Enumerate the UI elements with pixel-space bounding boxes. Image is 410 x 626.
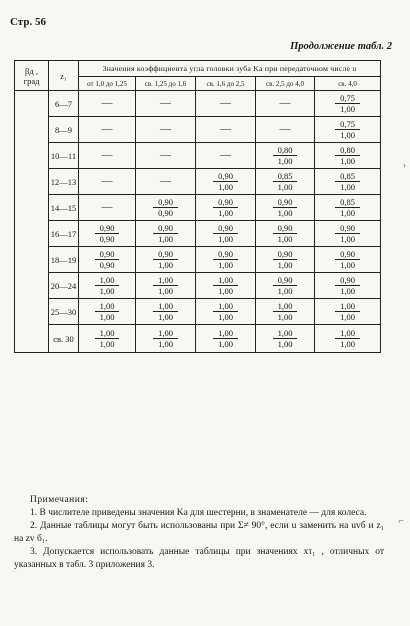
numerator: 0,90 [218, 171, 233, 181]
value-cell [79, 169, 136, 195]
value-cell [79, 117, 136, 143]
numerator: 1,00 [218, 328, 233, 338]
denominator: 1,00 [273, 155, 298, 166]
denominator: 1,00 [335, 259, 360, 270]
denominator: 0,90 [95, 259, 120, 270]
margin-tick: › [403, 160, 406, 170]
coefficient-fraction [95, 223, 120, 244]
value-cell [136, 299, 196, 325]
denominator: 1,00 [153, 259, 178, 270]
denominator: 1,00 [335, 233, 360, 244]
range-header-4: св. 2,5 до 4,0 [256, 77, 315, 91]
denominator: 1,00 [273, 338, 298, 349]
denominator: 1,00 [335, 181, 360, 192]
numerator: 0,90 [277, 275, 293, 285]
value-cell [136, 143, 196, 169]
value-cell [79, 221, 136, 247]
coefficient-fraction [95, 249, 120, 270]
z-header: z₁ [49, 61, 79, 91]
value-cell [196, 169, 256, 195]
coefficient-fraction [153, 249, 178, 270]
table-row [15, 169, 381, 195]
numerator: 0,85 [340, 171, 355, 181]
denominator: 1,00 [335, 285, 360, 296]
value-cell [79, 91, 136, 117]
numerator: 1,00 [99, 301, 115, 311]
value-cell [79, 273, 136, 299]
value-cell [256, 117, 315, 143]
coefficient-fraction [213, 275, 238, 296]
z-range-cell: 6—7 [49, 91, 79, 117]
value-cell [196, 299, 256, 325]
value-cell [256, 299, 315, 325]
denominator: 1,00 [335, 311, 360, 322]
value-cell [256, 143, 315, 169]
table-row [15, 91, 381, 117]
beta-unit: град [23, 75, 40, 86]
value-cell [196, 221, 256, 247]
denominator: 1,00 [335, 338, 360, 349]
value-cell [136, 325, 196, 353]
numerator: 0,90 [99, 223, 115, 233]
coefficient-fraction [153, 275, 178, 296]
margin-mark: ⌐ [398, 516, 404, 527]
numerator: 0,90 [277, 249, 293, 259]
numerator: 0,90 [158, 249, 173, 259]
empty-dash: — [160, 97, 171, 109]
numerator: 0,75 [340, 93, 355, 103]
coefficient-fraction [153, 223, 178, 244]
value-cell [196, 247, 256, 273]
coefficient-fraction [273, 249, 298, 270]
denominator: 1,00 [335, 103, 360, 114]
value-cell [136, 195, 196, 221]
value-cell [136, 169, 196, 195]
coefficient-fraction [95, 275, 120, 296]
value-cell [136, 91, 196, 117]
numerator: 0,80 [277, 145, 293, 155]
numerator: 0,90 [340, 223, 355, 233]
empty-dash: — [160, 149, 171, 161]
empty-dash: — [279, 123, 291, 135]
coefficient-fraction [335, 328, 360, 349]
value-cell [136, 273, 196, 299]
denominator: 1,00 [213, 338, 238, 349]
coefficient-fraction [213, 249, 238, 270]
empty-dash: — [220, 123, 231, 135]
z-range-cell: 16—17 [49, 221, 79, 247]
value-cell [196, 143, 256, 169]
coefficient-fraction [273, 328, 298, 349]
numerator: 1,00 [99, 328, 115, 338]
coefficient-fraction [153, 197, 178, 218]
value-cell [315, 143, 381, 169]
numerator: 1,00 [218, 275, 233, 285]
numerator: 0,90 [277, 197, 293, 207]
denominator: 1,00 [273, 259, 298, 270]
numerator: 0,80 [340, 145, 355, 155]
numerator: 0,85 [277, 171, 293, 181]
value-cell [256, 221, 315, 247]
value-cell [79, 195, 136, 221]
numerator: 1,00 [158, 275, 173, 285]
numerator: 1,00 [158, 301, 173, 311]
table-row [15, 273, 381, 299]
coefficient-fraction [95, 301, 120, 322]
numerator: 1,00 [340, 328, 355, 338]
empty-dash: — [220, 97, 231, 109]
numerator: 0,90 [218, 223, 233, 233]
value-cell [136, 221, 196, 247]
value-cell [256, 169, 315, 195]
z-range-cell: 18—19 [49, 247, 79, 273]
numerator: 1,00 [277, 301, 293, 311]
numerator: 0,85 [340, 197, 355, 207]
value-cell [315, 325, 381, 353]
notes-section [14, 494, 384, 572]
table-row [15, 143, 381, 169]
table-row [15, 117, 381, 143]
coefficient-fraction [213, 197, 238, 218]
denominator: 1,00 [153, 338, 178, 349]
coefficient-fraction [213, 171, 238, 192]
numerator: 0,90 [218, 197, 233, 207]
z-range-cell: 25—30 [49, 299, 79, 325]
value-cell [315, 117, 381, 143]
beta-label: βд , [25, 65, 38, 76]
denominator: 1,00 [335, 155, 360, 166]
empty-dash: — [101, 123, 113, 135]
range-header-2: св. 1,25 до 1,6 [136, 77, 196, 91]
empty-dash: — [101, 97, 113, 109]
value-cell [136, 247, 196, 273]
denominator: 1,00 [213, 259, 238, 270]
empty-dash: — [160, 175, 171, 187]
value-cell [256, 195, 315, 221]
range-header-5: св. 4,0 [315, 77, 381, 91]
value-cell [196, 273, 256, 299]
value-cell [196, 325, 256, 353]
numerator: 0,90 [340, 275, 355, 285]
denominator: 1,00 [273, 233, 298, 244]
coefficient-fraction [153, 328, 178, 349]
value-cell [196, 117, 256, 143]
coefficient-fraction [95, 328, 120, 349]
denominator: 1,00 [153, 285, 178, 296]
coefficient-fraction [153, 301, 178, 322]
numerator: 1,00 [218, 301, 233, 311]
value-cell [79, 247, 136, 273]
range-header-1: от 1,0 до 1,25 [79, 77, 136, 91]
note-item: 2. Данные таблицы могут быть использованы при Σ≠ 90°, если u заменить на uvб и z₁ на zv б₁. [14, 521, 384, 544]
value-cell [79, 299, 136, 325]
denominator: 1,00 [213, 233, 238, 244]
z-range-cell: 14—15 [49, 195, 79, 221]
denominator: 1,00 [213, 285, 238, 296]
range-header-3: св. 1,6 до 2,5 [196, 77, 256, 91]
coefficient-fraction [213, 301, 238, 322]
denominator: 1,00 [95, 285, 120, 296]
note-item: 3. Допускается использовать данные таблицы при значениях xτ₁ , отличных от указанных в табл. 3 приложения 3. [14, 547, 384, 570]
empty-dash: — [101, 149, 113, 161]
coefficient-fraction [273, 275, 298, 296]
coefficient-fraction [335, 145, 360, 166]
value-cell [256, 273, 315, 299]
coefficient-fraction [273, 145, 298, 166]
value-cell [315, 195, 381, 221]
value-cell [315, 91, 381, 117]
table-row [15, 221, 381, 247]
value-cell [79, 143, 136, 169]
denominator: 1,00 [213, 181, 238, 192]
numerator: 0,90 [99, 249, 115, 259]
value-cell [196, 91, 256, 117]
coefficient-fraction [273, 301, 298, 322]
numerator: 1,00 [158, 328, 173, 338]
numerator: 0,75 [340, 119, 355, 129]
coefficient-fraction [273, 223, 298, 244]
page-number: Стр. 56 [10, 16, 46, 28]
value-cell [196, 195, 256, 221]
denominator: 1,00 [273, 207, 298, 218]
z-range-cell: св. 30 [49, 325, 79, 353]
coefficient-fraction [273, 171, 298, 192]
coefficient-fraction [335, 197, 360, 218]
table-continuation-label: Продолжение табл. 2 [290, 41, 392, 52]
empty-dash: — [101, 201, 113, 213]
denominator: 0,90 [95, 233, 120, 244]
denominator: 1,00 [213, 207, 238, 218]
denominator: 0,90 [153, 207, 178, 218]
z-range-cell: 20—24 [49, 273, 79, 299]
numerator: 1,00 [99, 275, 115, 285]
value-cell [315, 247, 381, 273]
denominator: 1,00 [273, 311, 298, 322]
denominator: 1,00 [335, 129, 360, 140]
value-cell [256, 247, 315, 273]
coefficient-fraction [335, 93, 360, 114]
table-row [15, 247, 381, 273]
value-cell [256, 325, 315, 353]
coefficient-fraction [273, 197, 298, 218]
numerator: 1,00 [340, 301, 355, 311]
coefficient-header: Значения коэффициента угла головки зуба Kа при передаточном числе u [79, 61, 381, 77]
numerator: 0,90 [158, 197, 173, 207]
denominator: 1,00 [335, 207, 360, 218]
value-cell [79, 325, 136, 353]
value-cell [315, 273, 381, 299]
beta-header [15, 61, 49, 91]
denominator: 1,00 [273, 181, 298, 192]
coefficient-fraction [335, 249, 360, 270]
value-cell [315, 299, 381, 325]
table-row [15, 299, 381, 325]
numerator: 0,90 [218, 249, 233, 259]
z-range-cell: 8—9 [49, 117, 79, 143]
numerator: 0,90 [158, 223, 173, 233]
empty-dash: — [220, 149, 231, 161]
z-range-cell: 10—11 [49, 143, 79, 169]
numerator: 1,00 [277, 328, 293, 338]
empty-dash: — [279, 97, 291, 109]
coefficient-fraction [335, 275, 360, 296]
empty-dash: — [101, 175, 113, 187]
numerator: 0,90 [277, 223, 293, 233]
coefficient-fraction [335, 223, 360, 244]
z-range-cell: 12—13 [49, 169, 79, 195]
notes-title: Примечания: [30, 495, 89, 505]
coefficient-fraction [213, 223, 238, 244]
denominator: 1,00 [153, 233, 178, 244]
table-row [15, 325, 381, 353]
coefficient-fraction [213, 328, 238, 349]
denominator: 1,00 [153, 311, 178, 322]
note-item: 1. В числителе приведены значения Kа для шестерни, в знаменателе — для колеса. [30, 508, 367, 518]
coefficient-table [14, 60, 381, 353]
empty-dash: — [160, 123, 171, 135]
denominator: 1,00 [95, 338, 120, 349]
denominator: 1,00 [95, 311, 120, 322]
denominator: 1,00 [273, 285, 298, 296]
coefficient-fraction [335, 119, 360, 140]
angle-group-cell [15, 91, 49, 353]
value-cell [315, 169, 381, 195]
denominator: 1,00 [213, 311, 238, 322]
coefficient-fraction [335, 171, 360, 192]
value-cell [256, 91, 315, 117]
numerator: 0,90 [340, 249, 355, 259]
value-cell [315, 221, 381, 247]
coefficient-fraction [335, 301, 360, 322]
value-cell [136, 117, 196, 143]
table-row [15, 195, 381, 221]
